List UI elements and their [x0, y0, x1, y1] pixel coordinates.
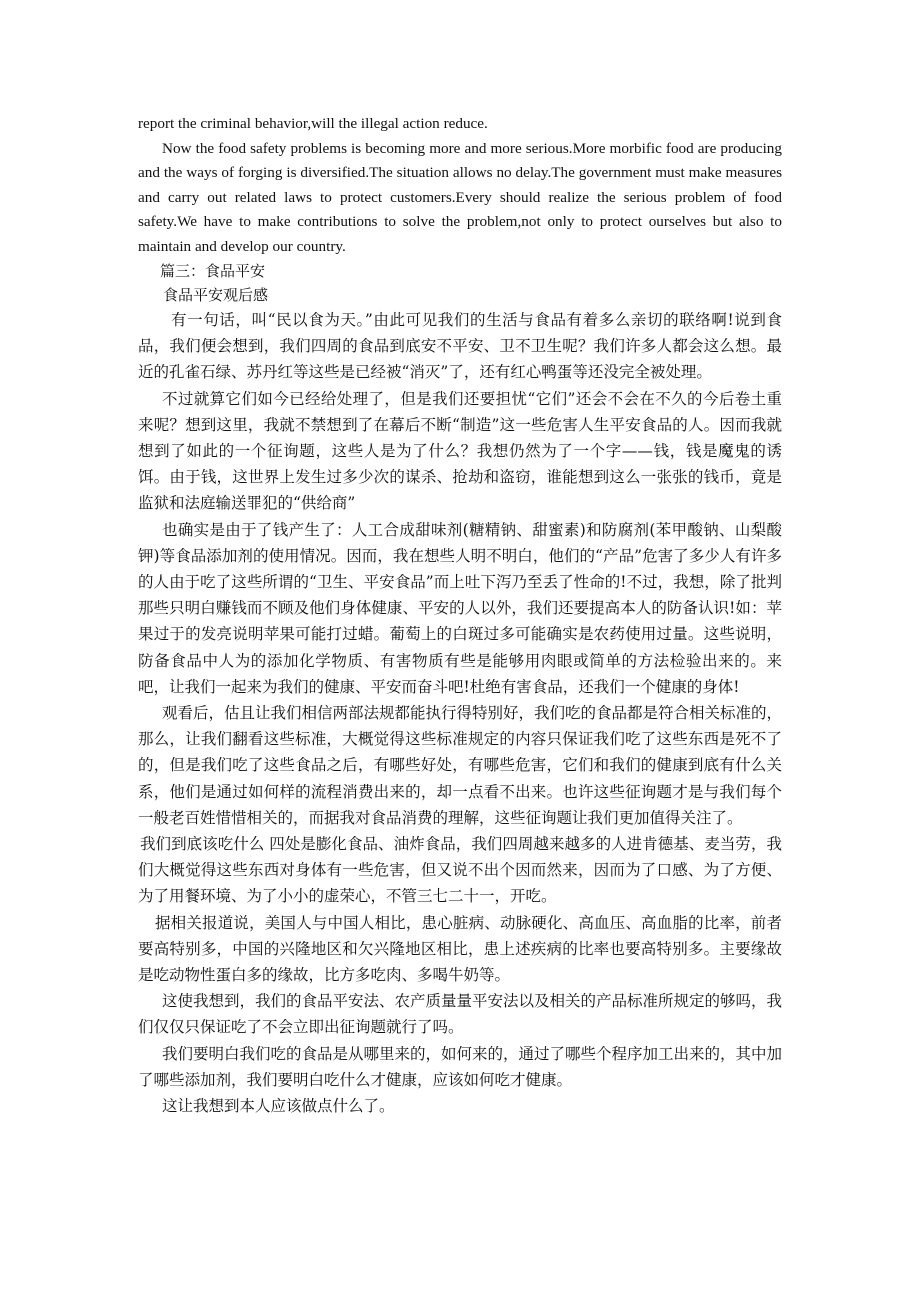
body-paragraph: 这使我想到，我们的食品平安法、农产质量量平安法以及相关的产品标准所规定的够吗，我们仅仅只保证吃了不会立即出征询题就行了吗。	[138, 992, 783, 1037]
body-paragraph: 不过就算它们如今已经给处理了，但是我们还要担忧“它们”还会不会在不久的今后卷土重来呢？想到这里，我就不禁想到了在幕后不断“制造”这一些危害人生平安食品的人。因而我就想到了如此的一个征询题，这些人是为了什么？我想仍然为了一个字——钱，钱是魔鬼的诱饵。由于钱，这世界上发生过多少次的谋杀、抢劫和盗窃，谁能想到这么一张张的钱币，竟是监狱和法庭输送罪犯的“供给商”	[138, 389, 782, 513]
body-paragraph: 据相关报道说，美国人与中国人相比，患心脏病、动脉硬化、高血压、高血脂的比率，前者要高特别多，中国的兴隆地区和欠兴隆地区相比，患上述疾病的比率也要高特别多。主要缘故是吃动物性蛋白多的缘故，比方多吃肉、多喝牛奶等。	[138, 913, 782, 985]
body-paragraph: 有一句话，叫“民以食为天。”由此可见我们的生活与食品有着多么亲切的联络啊!说到食品，我们便会想到，我们四周的食品到底安不平安、卫不卫生呢？我们许多人都会这么想。最近的孔雀石绿、苏丹红等这些是已经被“消灭”了，还有红心鸭蛋等还没完全被处理。	[138, 311, 782, 382]
body-paragraph: 我们要明白我们吃的食品是从哪里来的，如何来的，通过了哪些个程序加工出来的，其中加了哪些添加剂，我们要明白吃什么才健康，应该如何吃才健康。	[138, 1044, 783, 1089]
body-paragraph: 也确实是由于了钱产生了：人工合成甜味剂(糖精钠、甜蜜素)和防腐剂(苯甲酸钠、山梨酸钾)等食品添加剂的使用情况。因而，我在想些人明不明白，他们的“产品”危害了多少人有许多的人由于吃了这些所谓的“卫生、平安食品”而上吐下泻乃至丢了性命的!不过，我想，除了批判那些只明白赚钱而不顾及他们身体健康、平安的人以外，我们还要提高本人的防备认识!如：苹果过于的发亮说明苹果可能打过蜡。葡萄上的白斑过多可能确实是农药使用过量。这些说明，防备食品中人为的添加化学物质、有害物质有些是能够用肉眼或简单的方法检验出来的。来吧，让我们一起来为我们的健康、平安而奋斗吧!杜绝有害食品，还我们一个健康的身体!	[138, 520, 782, 696]
english-paragraph-food-safety: Now the food safety problems is becoming more and more serious.More morbific food are producing and the ways of forging is diversified.The situation allows no delay.The government must make measures and carry out related laws to protect customers.Every should realize the serious problem of food safety.We have to make contributions to solve the problem,not only to protect ourselves but also to maintain and develop our country.	[138, 139, 782, 255]
body-paragraph: 这让我想到本人应该做点什么了。	[162, 1097, 395, 1116]
section-heading: 篇三：食品平安	[160, 262, 266, 280]
article-title: 食品平安观后感	[163, 286, 269, 304]
document-page	[138, 112, 782, 1119]
english-paragraph-continuation: report the criminal behavior,will the illegal action reduce.	[138, 115, 488, 132]
body-paragraph: 观看后，估且让我们相信两部法规都能执行得特别好，我们吃的食品都是符合相关标准的，那么，让我们翻看这些标准，大概觉得这些标准规定的内容只保证我们吃了这些东西是死不了的，但是我们吃了这些食品之后，有哪些好处，有哪些危害，它们和我们的健康到底有什么关系，他们是通过如何样的流程消费出来的，却一点看不出来。也许这些征询题才是与我们每个一般老百姓惜惜相关的，而据我对食品消费的理解，这些征询题让我们更加值得关注了。	[138, 704, 783, 827]
body-paragraph: 我们到底该吃什么 四处是膨化食品、油炸食品，我们四周越来越多的人进肯德基、麦当劳，我们大概觉得这些东西对身体有一些危害，但又说不出个因而然来，因而为了口感、为了方便、为了用餐环境、为了小小的虚荣心，不管三七二十一，开吃。	[138, 835, 782, 906]
